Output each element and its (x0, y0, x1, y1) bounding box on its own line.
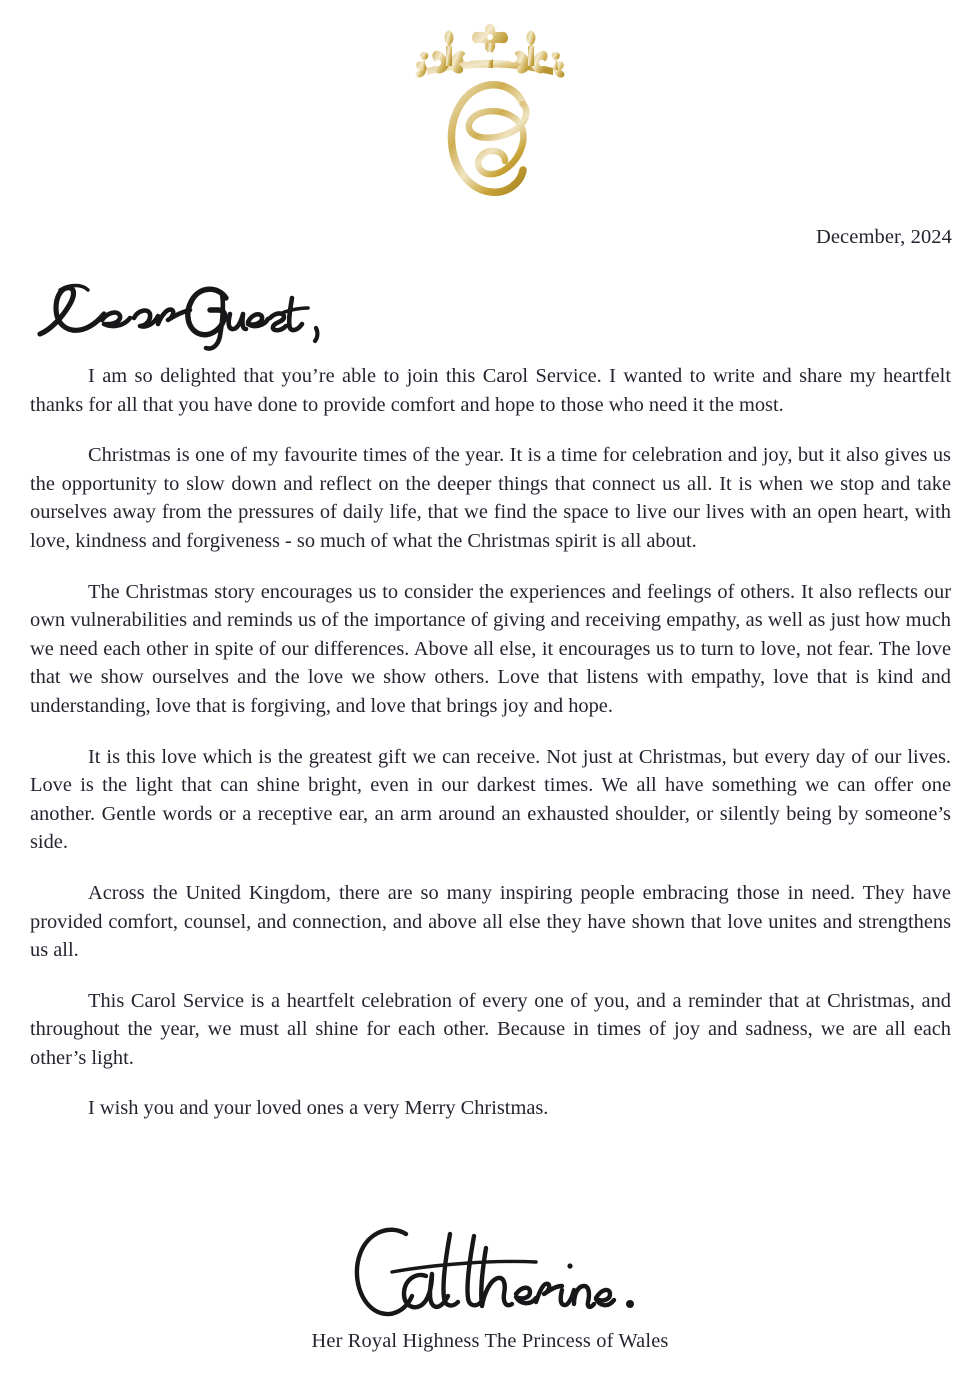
letter-date: December, 2024 (815, 226, 952, 248)
letter-paragraph: Across the United Kingdom, there are so many inspiring people embracing those in need. They have provided comfort, counsel, and connection, and above all else they have shown that love unites and strengthens us all. (30, 881, 951, 962)
letter-paragraph: This Carol Service is a heartfelt celebration of every one of you, and a reminder that at Christmas, and throughout the year, we must all shine for each other. Because in times of joy and sadness, we are all each other’s light. (30, 989, 951, 1069)
dear-guest-script-icon (30, 272, 330, 352)
signature-handwriting (0, 1218, 980, 1328)
letter-paragraph: Christmas is one of my favourite times of the year. It is a time for celebration and joy, but it also gives us the opportunity to slow down and reflect on the deeper things that connect us all. It is when we stop and take ourselves away from the pressures of daily life, that we find the space to live our lives with an open heart, with love, kindness and forgiveness - so much of what the Christmas spirit is all about. (30, 444, 951, 552)
crowned-c-monogram-icon (405, 18, 575, 218)
signatory-title: Her Royal Highness The Princess of Wales (311, 1330, 669, 1352)
letter-paragraph: The Christmas story encourages us to consider the experiences and feelings of others. It also reflects our own vulnerabilities and reminds us of the importance of giving and receiving empathy, as well as just how much we need each other in spite of our differences. Above all else, it encourages us to turn to love, not fear. The love that we show ourselves and the love we show others. Love that listens with empathy, love that is kind and understanding, love that is forgiving, and love that brings joy and hope. (30, 580, 951, 717)
royal-crest (0, 18, 980, 218)
salutation-handwriting (30, 272, 350, 352)
letter-paragraph: It is this love which is the greatest gift we can receive. Not just at Christmas, but every day of our lives. Love is the light that can shine bright, even in our darkest times. We all have something we can offer one another. Gentle words or a receptive ear, an arm around an exhausted shoulder, or silently being by someone’s side. (30, 745, 951, 854)
catherine-signature-icon (340, 1218, 640, 1328)
letter-body (30, 362, 951, 1123)
letter-paragraph: I am so delighted that you’re able to join this Carol Service. I wanted to write and share my heartfelt thanks for all that you have done to provide comfort and hope to those who need it the most. (30, 365, 951, 416)
letter-closing-line: I wish you and your loved ones a very Merry Christmas. (88, 1097, 549, 1120)
